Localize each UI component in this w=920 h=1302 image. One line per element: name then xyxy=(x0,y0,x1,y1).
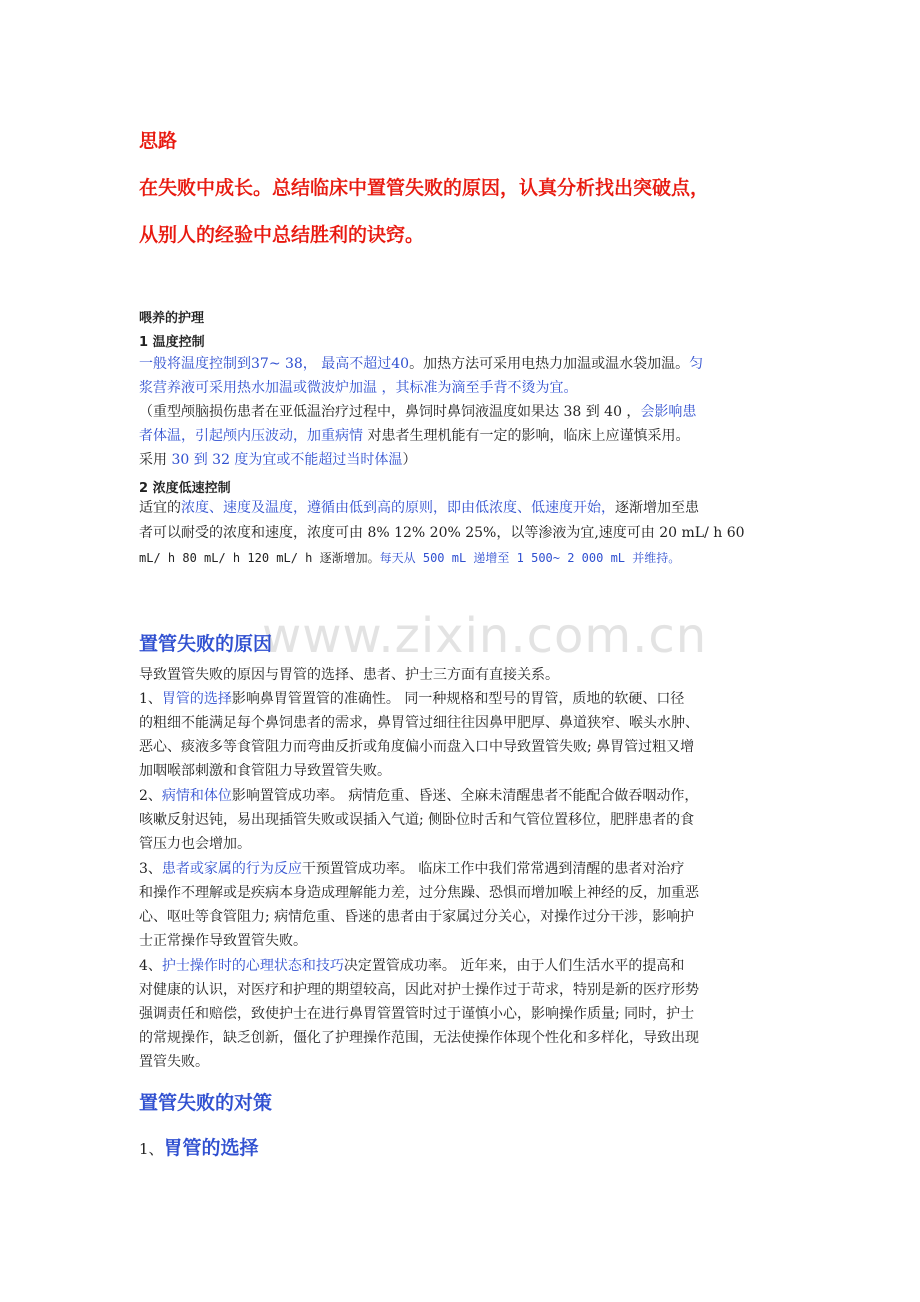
p1-l2-blue: 浆营养液可采用热水加温或微波炉加温 ， xyxy=(139,380,396,396)
feeding-p2-line-3 xyxy=(139,450,416,470)
feeding-p3-line-3 xyxy=(139,548,680,568)
p1-l1-black: 。加热方法可采用电热力加温或温水袋加温。 xyxy=(409,356,690,372)
p3-l3-blue: 每天从 500 mL 递增至 1 500~ 2 000 mL 并维持。 xyxy=(379,551,681,565)
reason-2-text: 影响置管成功率。 病情危重、昏迷、全麻未清醒患者不能配合做吞咽动作， xyxy=(231,788,699,804)
measures-heading: 置管失败的对策 xyxy=(139,1092,273,1114)
p3-l1-black2: 逐渐增加至患 xyxy=(615,500,699,516)
reason-4-line-3: 强调责任和赔偿，致使护士在进行鼻胃管置管时过于谨慎小心，影响操作质量; 同时，护士 xyxy=(139,1006,695,1022)
p2-l1-black: （重型颅脑损伤患者在亚低温治疗过程中，鼻饲时鼻饲液温度如果达 38 到 40 ， xyxy=(139,404,641,420)
reason-3-line-2: 和操作不理解或是疾病本身造成理解能力差，过分焦躁、恐惧而增加喉上神经的反，加重恶 xyxy=(139,885,699,901)
reason-3-num: 3、 xyxy=(139,861,162,877)
p2-l3-blue: 30 到 32 度为宜或不能超过当时体温 xyxy=(171,452,403,468)
reasons-intro: 导致置管失败的原因与胃管的选择、患者、护士三方面有直接关系。 xyxy=(139,667,559,683)
reason-1-label: 胃管的选择 xyxy=(161,691,232,707)
feeding-p3-line-1 xyxy=(139,498,699,518)
reasons-heading: 置管失败的原因 xyxy=(139,633,273,655)
measures-item-label: 胃管的选择 xyxy=(163,1137,259,1159)
feeding-p2-line-2 xyxy=(139,426,689,446)
reason-4-line-2: 对健康的认识，对医疗和护理的期望较高，因此对护士操作过于苛求，特别是新的医疗形势 xyxy=(139,982,699,998)
reason-4-line-5: 置管失败。 xyxy=(139,1054,209,1070)
reason-3-line-4: 士正常操作导致置管失败。 xyxy=(139,933,307,949)
feeding-sub-2: 2 浓度低速控制 xyxy=(139,481,231,496)
reason-4-num: 4、 xyxy=(139,958,162,974)
feeding-p1-line-2 xyxy=(139,378,577,398)
reason-4-label: 护士操作时的心理状态和技巧 xyxy=(161,958,344,974)
p2-l3-black2: ） xyxy=(402,452,417,468)
p3-l3-black: mL/ h 80 mL/ h 120 mL/ h 逐渐增加。 xyxy=(139,551,380,565)
reason-3-line-3: 心、呕吐等食管阻力; 病情危重、昏迷的患者由于家属过分关心，对操作过分干涉，影响护 xyxy=(139,909,695,925)
reason-2-line-3: 管压力也会增加。 xyxy=(139,836,251,852)
measures-item-1 xyxy=(139,1135,259,1163)
p3-l2-black: 者可以耐受的浓度和速度，浓度可由 8% 12% 20% 25%，以等渗液为宜,速度可由 20 mL/ h 60 xyxy=(139,525,745,541)
reason-2-line-2: 咳嗽反射迟钝，易出现插管失败或误插入气道; 侧卧位时舌和气管位置移位，肥胖患者的食 xyxy=(139,812,695,828)
intro-line-1: 在失败中成长。总结临床中置管失败的原因，认真分析找出突破点， xyxy=(139,177,710,199)
feeding-p3-line-2 xyxy=(139,523,745,543)
reason-1-line-1 xyxy=(139,689,684,709)
feeding-p2-line-1 xyxy=(139,402,696,422)
feeding-sub-1: 1 温度控制 xyxy=(139,335,205,350)
p1-l2-blue2: 其标准为滴至手背不烫为宜。 xyxy=(395,380,578,396)
reason-1-line-3: 恶心、痰液多等食管阻力而弯曲反折或角度偏小而盘入口中导致置管失败; 鼻胃管过粗又增 xyxy=(139,739,695,755)
feeding-p1-line-1 xyxy=(139,354,703,374)
p2-l3-black: 采用 xyxy=(139,452,172,468)
intro-line-2: 从别人的经验中总结胜利的诀窍。 xyxy=(139,224,425,246)
reason-2-num: 2、 xyxy=(139,788,162,804)
watermark: www.zixin.com.cn xyxy=(262,608,708,664)
reason-4-text: 决定置管成功率。 近年来，由于人们生活水平的提高和 xyxy=(343,958,685,974)
reason-3-line-1 xyxy=(139,859,684,879)
p2-l2-black: 对患者生理机能有一定的影响，临床上应谨慎采用。 xyxy=(363,428,690,444)
p3-l1-black: 适宜的 xyxy=(139,500,181,516)
reason-4-line-1 xyxy=(139,956,684,976)
p2-l2-blue: 者体温，引起颅内压波动，加重病情 xyxy=(139,428,363,444)
reason-1-line-2: 的粗细不能满足每个鼻饲患者的需求，鼻胃管过细往往因鼻甲肥厚、鼻道狭窄、喉头水肿、 xyxy=(139,715,699,731)
reason-1-line-4: 加咽喉部刺激和食管阻力导致置管失败。 xyxy=(139,763,391,779)
p2-l1-blue: 会影响患 xyxy=(640,404,697,420)
feeding-heading: 喂养的护理 xyxy=(139,311,205,326)
measures-item-num: 1、 xyxy=(139,1140,164,1158)
reason-3-text: 干预置管成功率。 临床工作中我们常常遇到清醒的患者对治疗 xyxy=(301,861,685,877)
intro-title: 思路 xyxy=(139,130,178,152)
p1-l1-blue2: 匀 xyxy=(689,356,704,372)
reason-2-line-1 xyxy=(139,786,698,806)
reason-4-line-4: 的常规操作，缺乏创新，僵化了护理操作范围，无法使操作体现个性化和多样化，导致出现 xyxy=(139,1030,699,1046)
reason-1-num: 1、 xyxy=(139,691,162,707)
reason-3-label: 患者或家属的行为反应 xyxy=(161,861,302,877)
reason-2-label: 病情和体位 xyxy=(161,788,232,804)
p1-l1-blue: 一般将温度控制到37~ 38， 最高不超过40 xyxy=(139,356,410,372)
reason-1-text: 影响鼻胃管置管的准确性。 同一种规格和型号的胃管，质地的软硬、口径 xyxy=(231,691,685,707)
p3-l1-blue: 浓度、速度及温度，遵循由低到高的原则，即由低浓度、低速度开始， xyxy=(181,500,615,516)
